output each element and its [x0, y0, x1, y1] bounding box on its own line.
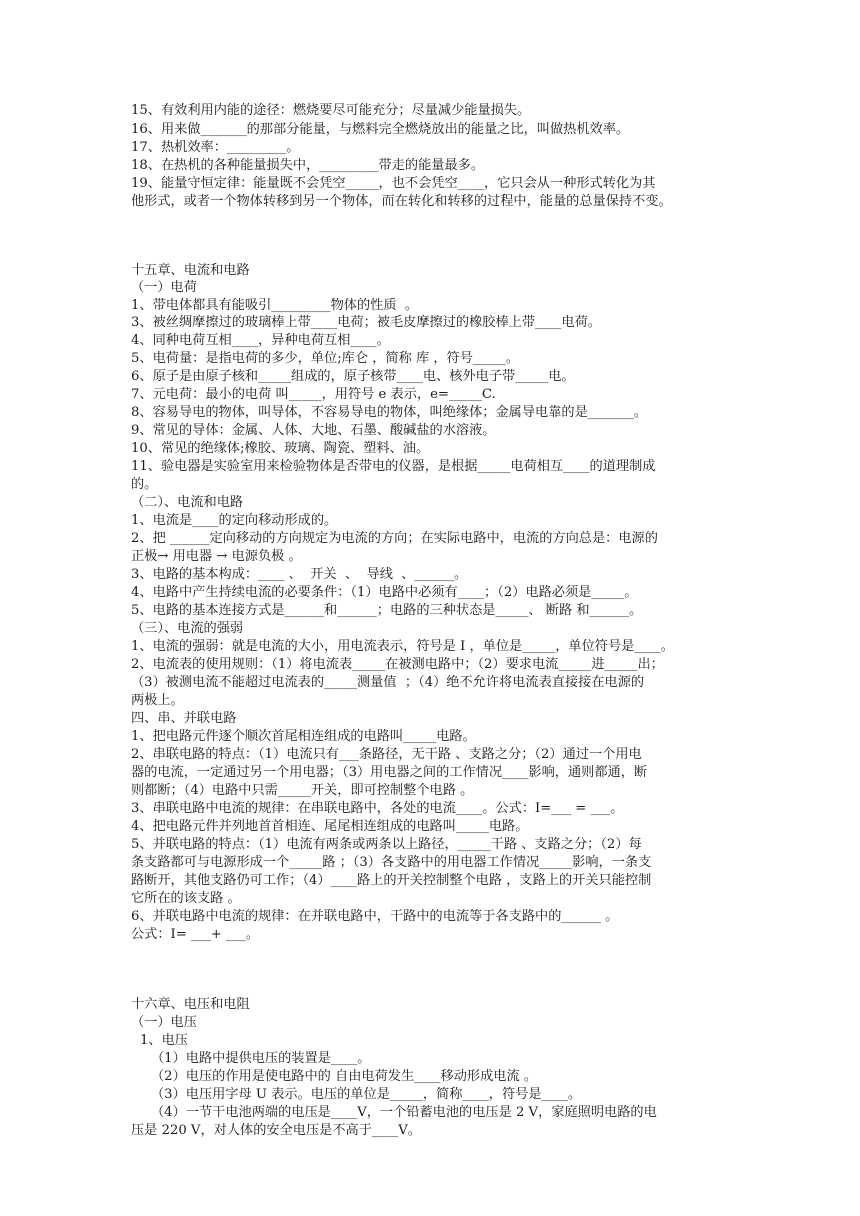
text-line: 4、电路中产生持续电流的必要条件：（1）电路中必须有____；（2）电路必须是_____。	[131, 585, 638, 600]
text-line: （1）电路中提供电压的装置是____。	[151, 1051, 371, 1066]
text-line: 他形式，或者一个物体转移到另一个物体，而在转化和转移的过程中，能量的总量保持不变。	[131, 194, 672, 209]
text-line: 6、原子是由原子核和_____组成的，原子核带____电、核外电子带_____电。	[131, 369, 575, 384]
text-line: 3、串联电路中电流的规律：在串联电路中，各处的电流____。公式：I=___ = ___。	[131, 801, 624, 816]
text-line: 的。	[131, 477, 158, 492]
text-line: 3、电路的基本构成：____ 、 开关 、 导线 、______。	[131, 567, 468, 582]
text-line: 2、电流表的使用规则：（1）将电流表_____在被测电路中；（2）要求电流_____进_____出；	[131, 657, 664, 672]
text-line: 7、元电荷：最小的电荷 叫_____，用符号 e 表示，e=_____C.	[131, 387, 496, 402]
text-line: 9、常见的导体：金属、人体、大地、石墨、酸碱盐的水溶液。	[131, 423, 496, 438]
text-line: 6、并联电路中电流的规律：在并联电路中，干路中的电流等于各支路中的______ 。	[131, 909, 619, 924]
text-line: 2、把 ______定向移动的方向规定为电流的方向；在实际电路中，电流的方向总是：电源的	[131, 531, 658, 546]
text-line: （3）电压用字母 U 表示。电压的单位是_____，简称____，符号是____。	[151, 1087, 582, 1102]
text-line: 则都断；（4）电路中只需_____开关，即可控制整个电路 。	[131, 783, 474, 798]
section-heading: （一）电压	[131, 1015, 197, 1030]
text-line: 5、并联电路的特点：（1）电流有两条或两条以上路径，_____干路 、支路之分；（2）每	[131, 837, 642, 852]
text-line: 18、在热机的各种能量损失中，_________带走的能量最多。	[131, 158, 485, 173]
text-line: 4、把电路元件并列地首首相连、尾尾相连组成的电路叫_____电路。	[131, 819, 529, 834]
section-heading: 四、串、并联电路	[131, 711, 237, 726]
text-line: 8、容易导电的物体，叫导体，不容易导电的物体，叫绝缘体；金属导电靠的是_______。	[131, 405, 648, 420]
text-line: （3）被测电流不能超过电流表的_____测量值 ；（4）绝不允许将电流表直接接在电源的	[131, 675, 645, 690]
text-line: （2）电压的作用是使电路中的 自由电荷发生____移动形成电流 。	[151, 1069, 538, 1084]
section-heading: （一）电荷	[131, 280, 197, 295]
text-line: 压是 220 V，对人体的安全电压是不高于____V。	[131, 1123, 421, 1138]
text-line: 路断开，其他支路仍可工作；（4）____路上的开关控制整个电路 ，支路上的开关只能控制	[131, 873, 652, 888]
text-line: 19、能量守恒定律：能量既不会凭空_____，也不会凭空____，它只会从一种形式转化为其	[131, 176, 656, 191]
text-line: 1、把电路元件逐个顺次首尾相连组成的电路叫_____电路。	[131, 729, 476, 744]
text-line: （4）一节干电池两端的电压是____V，一个铅蓄电池的电压是 2 V，家庭照明电路的电	[151, 1105, 657, 1120]
subsection-heading: 1、电压	[140, 1033, 188, 1048]
text-line: 1、带电体都具有能吸引_________物体的性质 。	[131, 298, 419, 313]
text-line: 10、常见的绝缘体;橡胶、玻璃、陶瓷、塑料、油。	[131, 441, 430, 456]
chapter-heading: 十六章、电压和电阻	[131, 997, 250, 1012]
text-line: 正极→ 用电器 → 电源负极 。	[131, 549, 302, 564]
text-line: 两极上。	[131, 693, 184, 708]
text-line: 器的电流，一定通过另一个用电器；（3）用电器之间的工作情况____影响，通则都通，断	[131, 765, 648, 780]
text-line: 15、有效利用内能的途径：燃烧要尽可能充分；尽量减少能量损失。	[131, 103, 531, 118]
text-line: 17、热机效率：_________。	[131, 140, 300, 155]
text-line: 2、串联电路的特点：（1）电流只有___条路径，无干路 、支路之分；（2）通过一个用电	[131, 747, 642, 762]
text-line: 5、电荷量：是指电荷的多少，单位;库仑 ，简称 库 ，符号_____。	[131, 351, 520, 366]
text-line: 它所在的该支路 。	[131, 891, 241, 906]
section-heading: （三）、电流的强弱	[131, 621, 244, 636]
text-line: 4、同种电荷互相____，异种电荷互相____。	[131, 333, 390, 348]
section-heading: （二）、电流和电路	[131, 495, 244, 510]
text-line: 1、电流的强弱：就是电流的大小，用电流表示，符号是 I ，单位是_____，单位符号是____。	[131, 639, 674, 654]
text-line: 5、电路的基本连接方式是______和______；电路的三种状态是_____、 断路 和______。	[131, 603, 643, 618]
text-line: 公式：I= ___+ ___。	[131, 927, 260, 942]
chapter-heading: 十五章、电流和电路	[131, 263, 250, 278]
text-line: 3、被丝绸摩擦过的玻璃棒上带____电荷；被毛皮摩擦过的橡胶棒上带____电荷。	[131, 315, 601, 330]
text-line: 条支路都可与电源形成一个_____路 ；（3）各支路中的用电器工作情况_____影响，一条支	[131, 855, 652, 870]
text-line: 1、电流是____的定向移动形成的。	[131, 513, 338, 528]
text-line: 16、用来做_______的那部分能量，与燃料完全燃烧放出的能量之比，叫做热机效率。	[131, 122, 630, 137]
text-line: 11、验电器是实验室用来检验物体是否带电的仪器，是根据_____电荷相互____的道理制成	[131, 459, 656, 474]
